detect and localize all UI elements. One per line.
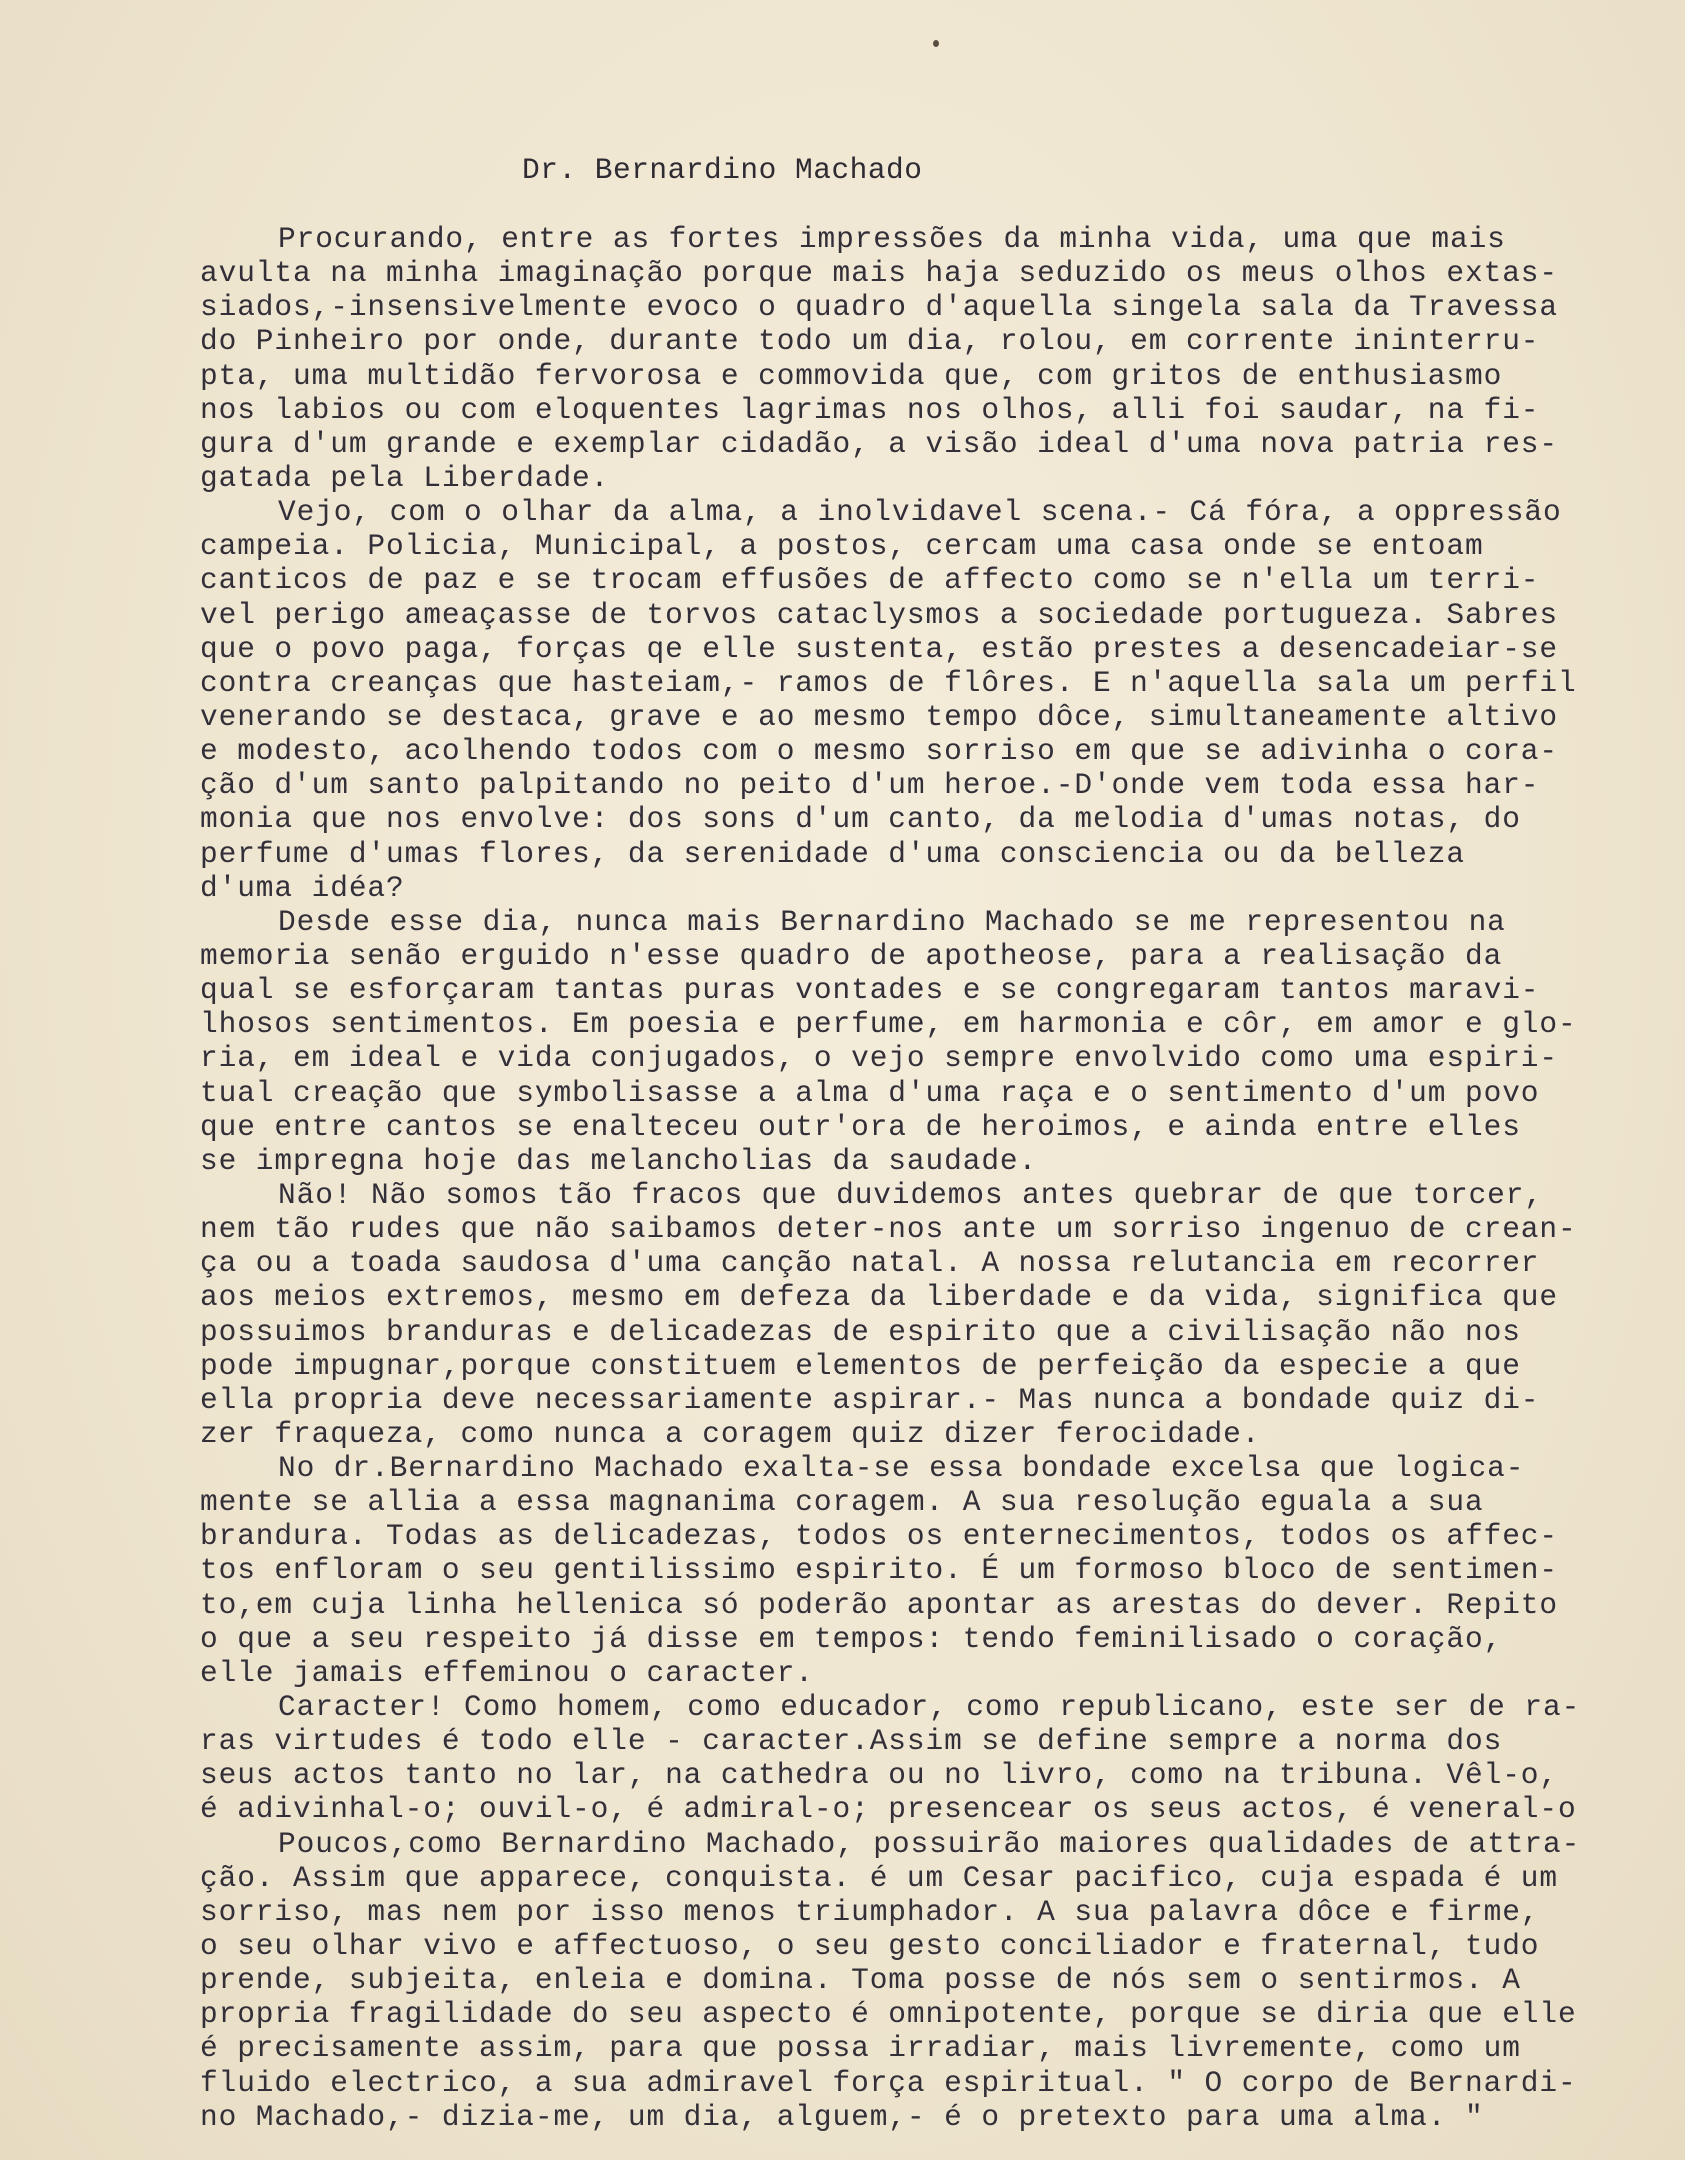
text-line: tos enfloram o seu gentilissimo espirito. É um formoso bloco de sentimen-	[200, 1553, 1559, 1588]
text-line: siados,-insensivelmente evoco o quadro d'aquella singela sala da Travessa	[200, 290, 1559, 325]
text-line: contra creanças que hasteiam,- ramos de flôres. E n'aquella sala um perfil	[200, 665, 1577, 700]
text-line: Não! Não somos tão fracos que duvidemos antes quebrar de que torcer,	[278, 1177, 1543, 1212]
text-line: pta, uma multidão fervorosa e commovida que, com gritos de enthusiasmo	[200, 358, 1503, 393]
text-line: sorriso, mas nem por isso menos triumphador. A sua palavra dôce e firme,	[200, 1894, 1540, 1929]
text-line: Vejo, com o olhar da alma, a inolvidavel scena.- Cá fóra, a oppressão	[278, 495, 1562, 530]
text-line: ção d'um santo palpitando no peito d'um heroe.-D'onde vem toda essa har-	[200, 768, 1540, 803]
text-line: avulta na minha imaginação porque mais haja seduzido os meus olhos extas-	[200, 256, 1559, 291]
text-line: que o povo paga, forças qe elle sustenta, estão prestes a desencadeiar-se	[200, 631, 1559, 666]
text-line: gatada pela Liberdade.	[200, 460, 610, 495]
document-title: Dr. Bernardino Machado	[522, 153, 923, 187]
text-line: vel perigo ameaçasse de torvos cataclysmos a sociedade portugueza. Sabres	[200, 597, 1559, 632]
text-line: qual se esforçaram tantas puras vontades e se congregaram tantos maravi-	[200, 973, 1540, 1008]
text-line: no Machado,- dizia-me, um dia, alguem,- é o pretexto para uma alma. "	[200, 2099, 1484, 2134]
text-line: ria, em ideal e vida conjugados, o vejo sempre envolvido como uma espiri-	[200, 1041, 1559, 1076]
text-line: ras virtudes é todo elle - caracter.Assim se define sempre a norma dos	[200, 1724, 1503, 1759]
text-line: No dr.Bernardino Machado exalta-se essa bondade excelsa que logica-	[278, 1451, 1525, 1486]
text-line: mente se allia a essa magnanima coragem. A sua resolução eguala a sua	[200, 1485, 1484, 1520]
text-line: d'uma idéa?	[200, 870, 405, 905]
text-line: possuimos branduras e delicadezas de espirito que a civilisação não nos	[200, 1314, 1521, 1349]
text-line: to,em cuja linha hellenica só poderão apontar as arestas do dever. Repito	[200, 1587, 1559, 1622]
ink-dot	[933, 40, 939, 47]
text-line: pode impugnar,porque constituem elementos de perfeição da especie a que	[200, 1348, 1521, 1383]
document-body	[200, 222, 1680, 2134]
text-line: campeia. Policia, Municipal, a postos, cercam uma casa onde se entoam	[200, 529, 1484, 564]
text-line: fluido electrico, a sua admiravel força espiritual. " O corpo de Bernardi-	[200, 2065, 1577, 2100]
text-line: ça ou a toada saudosa d'uma canção natal. A nossa relutancia em recorrer	[200, 1246, 1540, 1281]
text-line: aos meios extremos, mesmo em defeza da liberdade e da vida, significa que	[200, 1280, 1559, 1315]
text-line: prende, subjeita, enleia e domina. Toma posse de nós sem o sentirmos. A	[200, 1963, 1521, 1998]
text-line: elle jamais effeminou o caracter.	[200, 1655, 814, 1690]
text-line: do Pinheiro por onde, durante todo um dia, rolou, em corrente ininterru-	[200, 324, 1540, 359]
text-line: zer fraqueza, como nunca a coragem quiz dizer ferocidade.	[200, 1416, 1261, 1451]
text-line: lhosos sentimentos. Em poesia e perfume, em harmonia e côr, em amor e glo-	[200, 1007, 1577, 1042]
text-line: nos labios ou com eloquentes lagrimas nos olhos, alli foi saudar, na fi-	[200, 392, 1540, 427]
text-line: venerando se destaca, grave e ao mesmo tempo dôce, simultaneamente altivo	[200, 699, 1559, 734]
text-line: perfume d'umas flores, da serenidade d'uma consciencia ou da belleza	[200, 836, 1465, 871]
text-line: brandura. Todas as delicadezas, todos os enternecimentos, todos os affec-	[200, 1519, 1559, 1554]
text-line: Caracter! Como homem, como educador, como republicano, este ser de ra-	[278, 1690, 1581, 1725]
text-line: e modesto, acolhendo todos com o mesmo sorriso em que se adivinha o cora-	[200, 734, 1559, 769]
text-line: é precisamente assim, para que possa irradiar, mais livremente, como um	[200, 2031, 1521, 2066]
text-line: canticos de paz e se trocam effusões de affecto como se n'ella um terri-	[200, 563, 1540, 598]
text-line: o seu olhar vivo e affectuoso, o seu gesto conciliador e fraternal, tudo	[200, 1929, 1540, 1964]
text-line: seus actos tanto no lar, na cathedra ou no livro, como na tribuna. Vêl-o,	[200, 1758, 1559, 1793]
text-line: memoria senão erguido n'esse quadro de apotheose, para a realisação da	[200, 938, 1503, 973]
text-line: Procurando, entre as fortes impressões da minha vida, uma que mais	[278, 222, 1506, 256]
text-line: é adivinhal-o; ouvil-o, é admiral-o; presencear os seus actos, é veneral-o	[200, 1792, 1577, 1827]
text-line: que entre cantos se enalteceu outr'ora de heroimos, e ainda entre elles	[200, 1109, 1521, 1144]
text-line: o que a seu respeito já disse em tempos: tendo feminilisado o coração,	[200, 1621, 1503, 1656]
text-line: se impregna hoje das melancholias da saudade.	[200, 1143, 1038, 1178]
text-line: nem tão rudes que não saibamos deter-nos ante um sorriso ingenuo de crean-	[200, 1212, 1577, 1247]
text-line: Desde esse dia, nunca mais Bernardino Machado se me representou na	[278, 904, 1506, 939]
text-line: Poucos,como Bernardino Machado, possuirão maiores qualidades de attra-	[278, 1826, 1581, 1861]
text-line: monia que nos envolve: dos sons d'um canto, da melodia d'umas notas, do	[200, 802, 1521, 837]
text-line: ção. Assim que apparece, conquista. é um Cesar pacifico, cuja espada é um	[200, 1860, 1559, 1895]
text-line: tual creação que symbolisasse a alma d'uma raça e o sentimento d'um povo	[200, 1075, 1540, 1110]
text-line: propria fragilidade do seu aspecto é omnipotente, porque se diria que elle	[200, 1997, 1577, 2032]
text-line: ella propria deve necessariamente aspirar.- Mas nunca a bondade quiz di-	[200, 1382, 1540, 1417]
text-line: gura d'um grande e exemplar cidadão, a visão ideal d'uma nova patria res-	[200, 426, 1559, 461]
